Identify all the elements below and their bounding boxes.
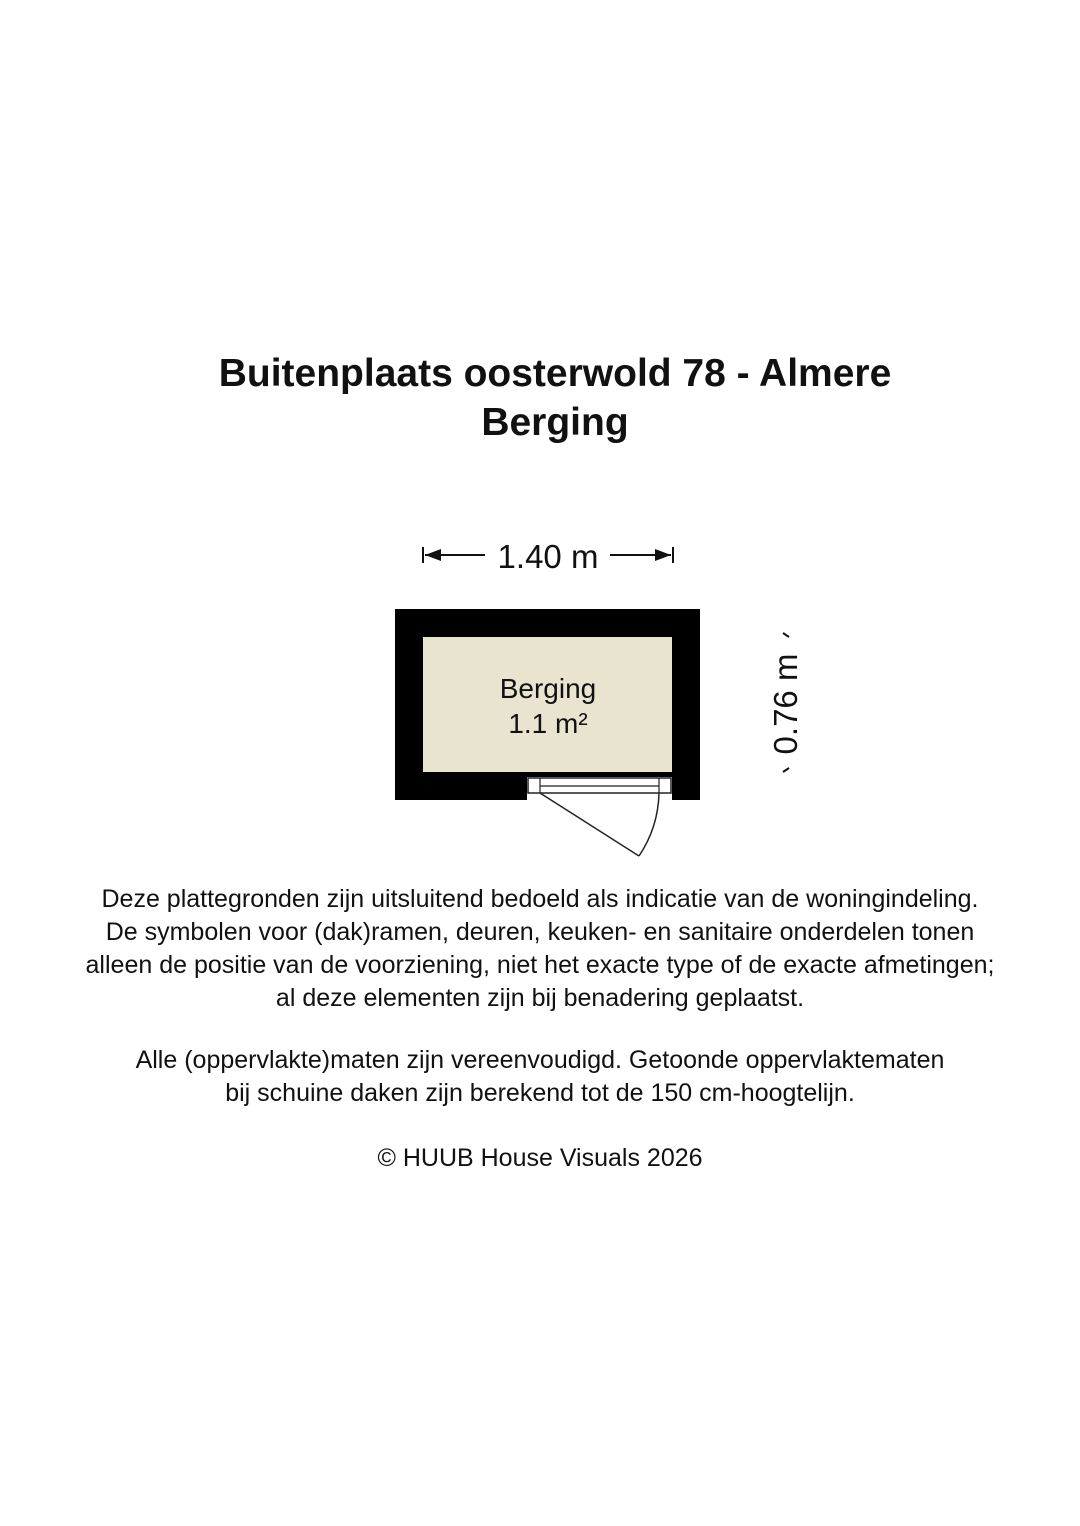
disclaimer-line: bij schuine daken zijn berekend tot de 150 cm-hoogtelijn.: [225, 1079, 855, 1107]
door-opening: [527, 777, 672, 800]
room-name: Berging: [499, 673, 597, 704]
plan-subtitle: Berging: [481, 401, 629, 444]
copyright: © HUUB House Visuals 2026: [377, 1144, 703, 1172]
room-area: 1.1 m²: [508, 708, 588, 739]
disclaimer-line: al deze elementen zijn bij benadering geplaatst.: [275, 984, 805, 1012]
disclaimer-line: De symbolen voor (dak)ramen, deuren, keuken- en sanitaire onderdelen tonen: [105, 918, 975, 946]
disclaimer-line: Deze plattegronden zijn uitsluitend bedoeld als indicatie van de woningindeling.: [101, 885, 979, 913]
height-dimension: [767, 633, 804, 772]
disclaimer-line: alleen de positie van de voorziening, niet het exacte type of de exacte afmetingen;: [85, 951, 995, 979]
plan-title: Buitenplaats oosterwold 78 - Almere: [218, 352, 892, 395]
height-dimension-tick-bottom: [783, 768, 789, 772]
width-dimension-arrow-right: [655, 549, 671, 561]
height-dimension-label: 0.76 m: [767, 653, 804, 755]
door-swing-arc: [639, 793, 659, 856]
disclaimer-line: Alle (oppervlakte)maten zijn vereenvoudigd. Getoonde oppervlaktematen: [135, 1046, 945, 1074]
height-dimension-tick-top: [783, 633, 789, 637]
door-leaf: [540, 793, 639, 856]
width-dimension-arrow-left: [425, 549, 441, 561]
width-dimension: [423, 538, 673, 575]
width-dimension-label: 1.40 m: [497, 538, 599, 575]
room-floor: [423, 637, 672, 772]
